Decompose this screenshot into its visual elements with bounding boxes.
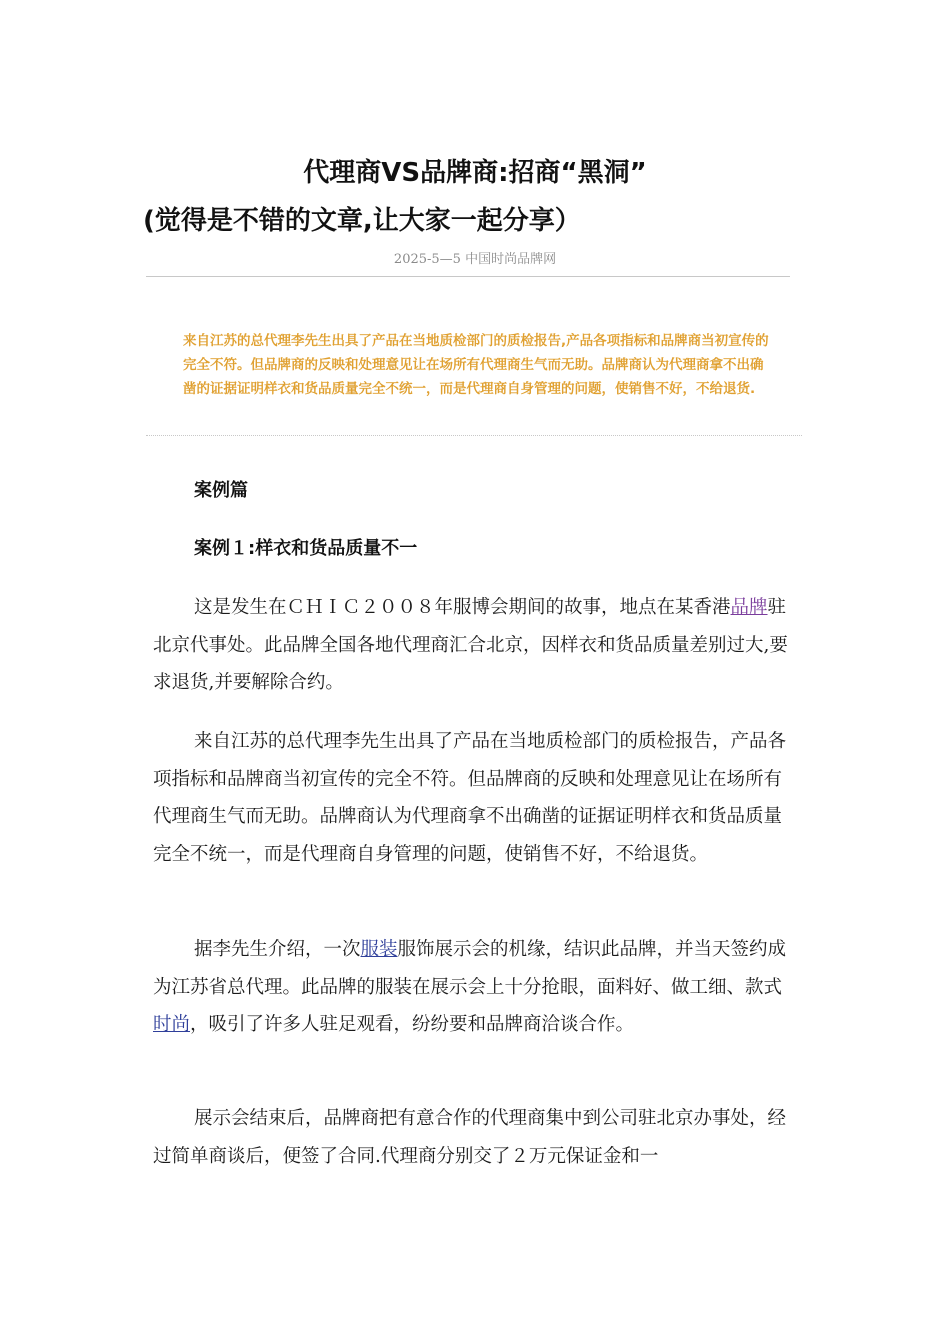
paragraph-1 bbox=[153, 589, 798, 702]
paragraph-3-text-b: 服饰展示会的机缘，结识此品牌，并当天签约成为江苏省总代理。此品牌的服装在展示会上十分抢眼，面料好、做工细、款式 bbox=[153, 939, 787, 998]
paragraph-3-text-a: 据李先生介绍，一次 bbox=[194, 939, 361, 960]
paragraph-3-text-c: ，吸引了许多人驻足观看，纷纷要和品牌商洽谈合作。 bbox=[190, 1014, 635, 1035]
paragraph-2: 来自江苏的总代理李先生出具了产品在当地质检部门的质检报告，产品各项指标和品牌商当初宣传的完全不符。但品牌商的反映和处理意见让在场所有代理商生气而无助。品牌商认为代理商拿不出确凿的证据证明样衣和货品质量完全不统一，而是代理商自身管理的问题，使销售不好，不给退货。 bbox=[153, 731, 787, 865]
case1-heading: 案例１:样衣和货品质量不一 bbox=[194, 538, 418, 559]
article-meta: 2025-5—5 中国时尚品牌网 bbox=[393, 252, 557, 267]
brand-link[interactable]: 品牌 bbox=[730, 597, 768, 618]
article-title: 代理商VS品牌商:招商“黑洞” bbox=[303, 158, 647, 188]
fashion-link[interactable]: 时尚 bbox=[153, 1014, 191, 1035]
summary-divider bbox=[146, 435, 802, 436]
paragraph-1-text-a: 这是发生在ＣＨＩＣ２００８年服博会期间的故事，地点在某香港 bbox=[194, 597, 731, 618]
clothing-link[interactable]: 服装 bbox=[360, 939, 398, 960]
paragraph-1-text-b: 驻北京代事处。此品牌全国各地代理商汇合北京，因样衣和货品质量差别过大,要求退货,并要解除合约。 bbox=[153, 597, 788, 693]
article-subtitle: (觉得是不错的文章,让大家一起分享） bbox=[143, 206, 581, 236]
header-divider bbox=[146, 276, 790, 277]
section-heading: 案例篇 bbox=[194, 480, 248, 501]
paragraph-4: 展示会结束后，品牌商把有意合作的代理商集中到公司驻北京办事处，经过简单商谈后，便签了合同.代理商分别交了２万元保证金和一 bbox=[153, 1108, 787, 1167]
article-summary: 来自江苏的总代理李先生出具了产品在当地质检部门的质检报告,产品各项指标和品牌商当初宣传的完全不符。但品牌商的反映和处理意见让在场所有代理商生气而无助。品牌商认为代理商拿不出确凿的证据证明样衣和货品质量完全不统一，而是代理商自身管理的问题，使销售不好，不给退货. bbox=[183, 333, 769, 397]
paragraph-3 bbox=[153, 931, 798, 1044]
